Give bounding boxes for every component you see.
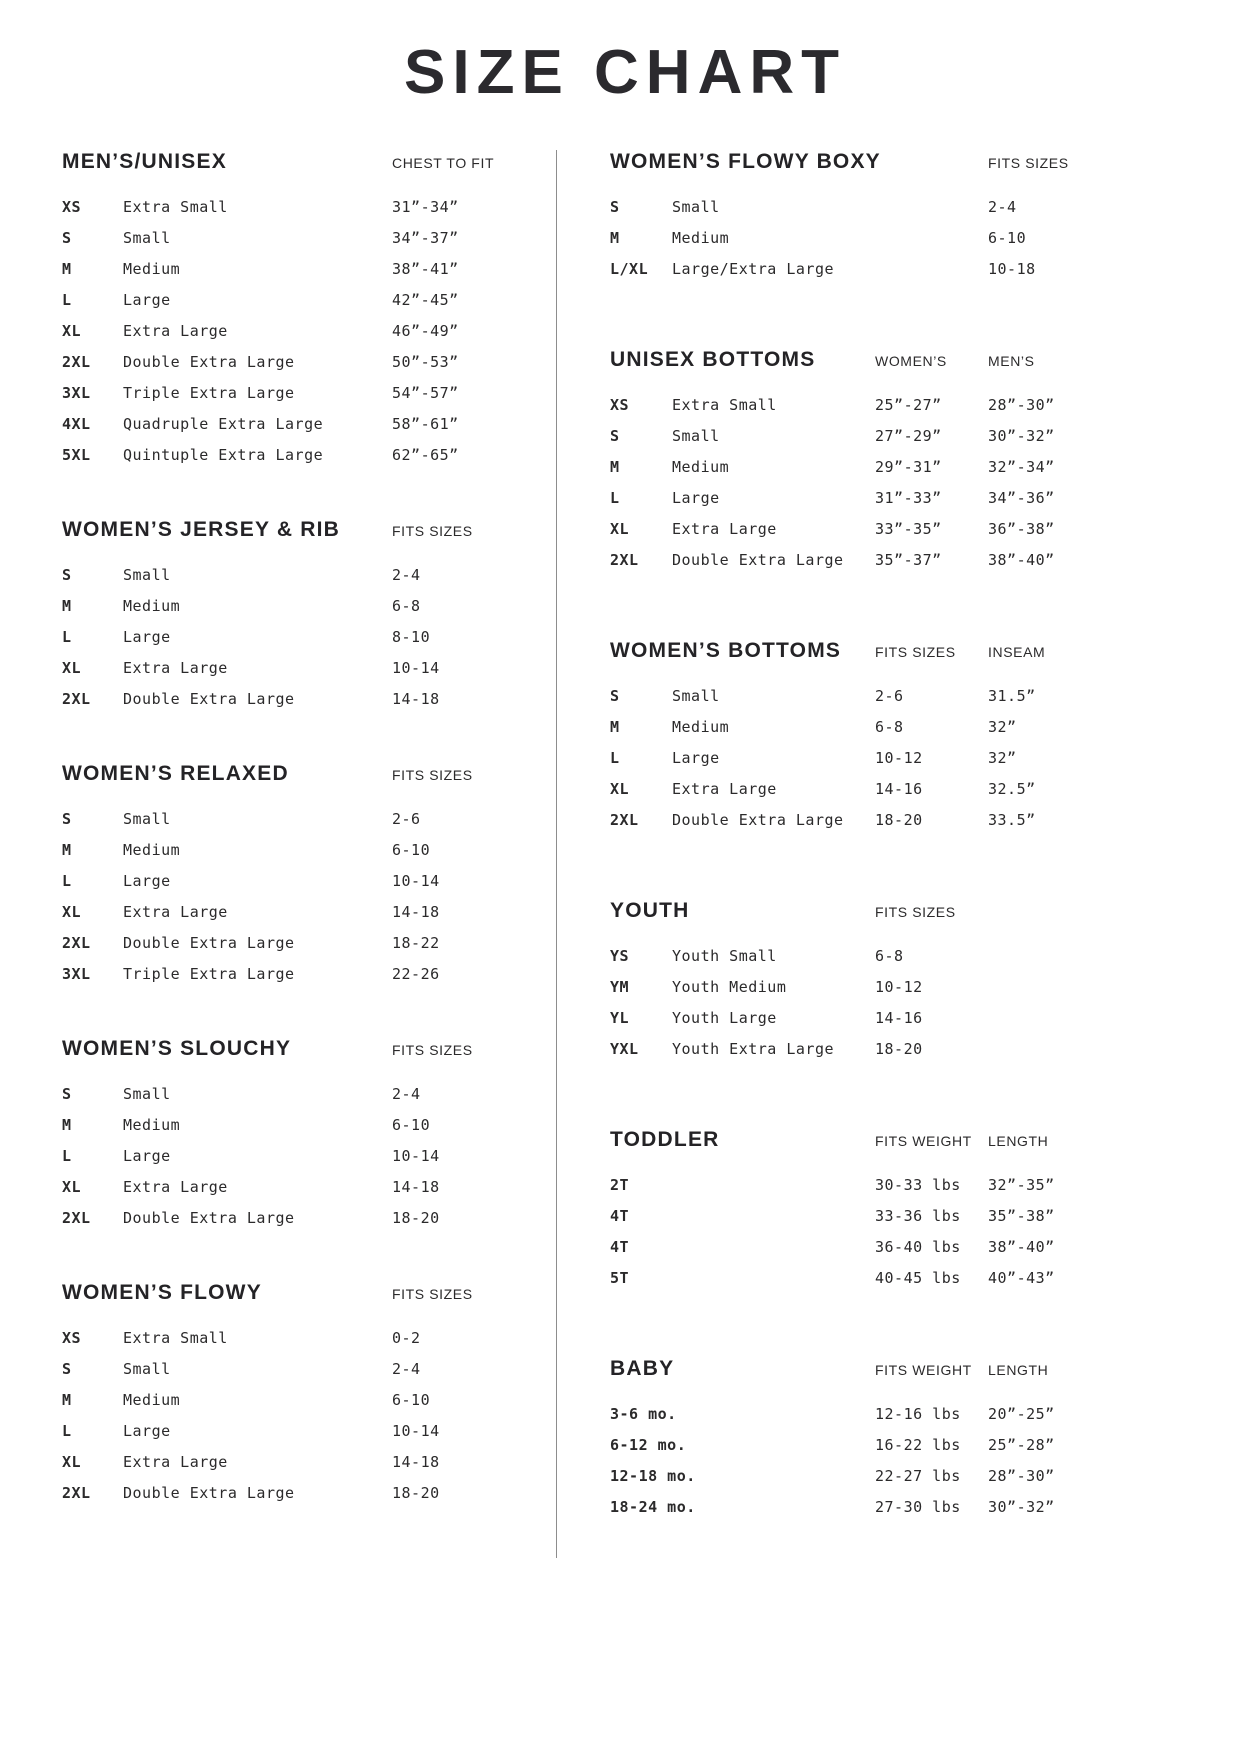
size-row [610, 253, 1188, 284]
size-value: 38”-40” [988, 1237, 1055, 1256]
size-label: Extra Small [123, 197, 228, 216]
size-code: L [62, 627, 72, 646]
size-value: 62”-65” [392, 445, 459, 464]
size-code: 4T [610, 1206, 630, 1225]
size-label: Extra Large [123, 1177, 228, 1196]
size-row [610, 773, 1188, 804]
size-code: 2XL [62, 689, 91, 708]
size-code: XL [62, 1177, 82, 1196]
size-code: YXL [610, 1039, 639, 1058]
section-header-row [610, 150, 1188, 174]
size-label: Extra Large [123, 658, 228, 677]
size-value: 32”-35” [988, 1175, 1055, 1194]
size-code: L/XL [610, 259, 649, 278]
size-value: 14-16 [875, 779, 923, 798]
section-title: WOMEN’S SLOUCHY [62, 1037, 292, 1060]
size-row [62, 284, 556, 315]
size-value: 38”-40” [988, 550, 1055, 569]
size-row [62, 377, 556, 408]
size-code: L [610, 488, 620, 507]
size-code: M [62, 259, 72, 278]
size-code: 4T [610, 1237, 630, 1256]
size-value: 14-18 [392, 1177, 440, 1196]
size-label: Double Extra Large [123, 352, 295, 371]
size-label: Small [123, 565, 171, 584]
size-value: 6-8 [875, 946, 904, 965]
size-label: Youth Medium [672, 977, 787, 996]
size-row [62, 408, 556, 439]
size-value: 34”-37” [392, 228, 459, 247]
size-value: 28”-30” [988, 1466, 1055, 1485]
column-divider [556, 150, 557, 1558]
size-label: Medium [123, 1390, 181, 1409]
size-code: M [610, 457, 620, 476]
size-code: 3XL [62, 383, 91, 402]
size-row [610, 420, 1188, 451]
size-value: 10-12 [875, 748, 923, 767]
size-row [62, 652, 556, 683]
size-row [62, 803, 556, 834]
section-header-row [62, 150, 556, 174]
size-value: 18-20 [392, 1208, 440, 1227]
size-row [610, 1429, 1188, 1460]
size-value: 10-14 [392, 658, 440, 677]
size-label: Small [123, 809, 171, 828]
section-women-s-bottoms [610, 639, 1188, 835]
size-value: 40”-43” [988, 1268, 1055, 1287]
size-label: Double Extra Large [672, 810, 844, 829]
size-row [610, 1033, 1188, 1064]
size-label: Extra Large [672, 779, 777, 798]
section-title: YOUTH [610, 899, 690, 922]
section-header-row [62, 518, 556, 542]
size-code: L [62, 290, 72, 309]
size-value: 2-6 [875, 686, 904, 705]
size-code: 2XL [62, 352, 91, 371]
size-value: 35”-38” [988, 1206, 1055, 1225]
size-value: 27”-29” [875, 426, 942, 445]
section-title: TODDLER [610, 1128, 720, 1151]
size-value: 22-26 [392, 964, 440, 983]
size-row [610, 451, 1188, 482]
section-men-s-unisex [62, 150, 556, 470]
size-row [610, 482, 1188, 513]
size-code: M [610, 717, 620, 736]
size-value: 31”-33” [875, 488, 942, 507]
column-header: CHEST TO FIT [392, 155, 495, 171]
size-label: Large [672, 488, 720, 507]
size-label: Extra Large [123, 321, 228, 340]
size-value: 32.5” [988, 779, 1036, 798]
size-row [62, 1477, 556, 1508]
size-label: Large [123, 1146, 171, 1165]
size-label: Large [123, 871, 171, 890]
size-value: 14-16 [875, 1008, 923, 1027]
column-header: MEN’S [988, 353, 1035, 369]
size-value: 28”-30” [988, 395, 1055, 414]
section-youth [610, 899, 1188, 1064]
section-title: UNISEX BOTTOMS [610, 348, 816, 371]
size-row [62, 834, 556, 865]
size-row [62, 1140, 556, 1171]
page-title: SIZE CHART [404, 38, 846, 107]
size-label: Double Extra Large [123, 933, 295, 952]
size-row [610, 544, 1188, 575]
size-code: S [62, 228, 72, 247]
size-value: 25”-27” [875, 395, 942, 414]
size-label: Extra Large [672, 519, 777, 538]
size-code: 2XL [62, 1483, 91, 1502]
size-code: 3-6 mo. [610, 1404, 677, 1423]
section-header-row [610, 639, 1188, 663]
size-code: XS [62, 1328, 82, 1347]
section-header-row [610, 1128, 1188, 1152]
size-code: YL [610, 1008, 630, 1027]
size-row [610, 971, 1188, 1002]
size-code: XS [610, 395, 630, 414]
size-row [610, 513, 1188, 544]
size-code: L [62, 871, 72, 890]
column-header: FITS WEIGHT [875, 1133, 972, 1149]
section-title: WOMEN’S FLOWY [62, 1281, 262, 1304]
column-header: FITS SIZES [392, 523, 473, 539]
size-value: 2-4 [392, 565, 421, 584]
column-header: LENGTH [988, 1133, 1049, 1149]
size-row [610, 680, 1188, 711]
size-row [62, 958, 556, 989]
size-label: Large [123, 627, 171, 646]
size-code: L [62, 1421, 72, 1440]
size-value: 29”-31” [875, 457, 942, 476]
size-label: Quintuple Extra Large [123, 445, 324, 464]
size-code: 18-24 mo. [610, 1497, 696, 1516]
size-row [62, 896, 556, 927]
section-header-row [62, 762, 556, 786]
size-code: M [62, 1390, 72, 1409]
size-row [62, 1202, 556, 1233]
size-label: Triple Extra Large [123, 964, 295, 983]
size-row [62, 253, 556, 284]
size-code: XL [610, 779, 630, 798]
column-header: LENGTH [988, 1362, 1049, 1378]
size-value: 54”-57” [392, 383, 459, 402]
size-row [62, 1171, 556, 1202]
section-women-s-jersey-rib [62, 518, 556, 714]
size-row [610, 1169, 1188, 1200]
size-value: 6-10 [988, 228, 1027, 247]
section-toddler [610, 1128, 1188, 1293]
size-value: 18-20 [875, 810, 923, 829]
size-row [62, 346, 556, 377]
columns [62, 150, 1188, 1586]
size-label: Double Extra Large [123, 1483, 295, 1502]
size-code: YM [610, 977, 630, 996]
size-value: 10-12 [875, 977, 923, 996]
size-value: 40-45 lbs [875, 1268, 961, 1287]
size-value: 6-10 [392, 840, 431, 859]
column-header: FITS WEIGHT [875, 1362, 972, 1378]
size-row [610, 742, 1188, 773]
size-row [610, 1262, 1188, 1293]
size-value: 58”-61” [392, 414, 459, 433]
size-code: M [62, 840, 72, 859]
size-label: Large [123, 1421, 171, 1440]
size-value: 27-30 lbs [875, 1497, 961, 1516]
section-title: MEN’S/UNISEX [62, 150, 227, 173]
size-row [62, 439, 556, 470]
column-header: FITS SIZES [875, 644, 956, 660]
size-label: Quadruple Extra Large [123, 414, 324, 433]
size-code: 3XL [62, 964, 91, 983]
size-value: 38”-41” [392, 259, 459, 278]
column-header: FITS SIZES [392, 1286, 473, 1302]
size-value: 6-10 [392, 1390, 431, 1409]
size-row [62, 621, 556, 652]
size-row [62, 1446, 556, 1477]
size-code: 2XL [62, 1208, 91, 1227]
size-label: Extra Small [672, 395, 777, 414]
size-row [610, 1231, 1188, 1262]
size-label: Large [672, 748, 720, 767]
size-value: 18-20 [875, 1039, 923, 1058]
size-row [62, 191, 556, 222]
size-code: M [62, 1115, 72, 1134]
section-women-s-relaxed [62, 762, 556, 989]
size-label: Medium [672, 457, 730, 476]
right-column [610, 150, 1188, 1586]
size-label: Small [672, 686, 720, 705]
size-label: Extra Large [123, 1452, 228, 1471]
section-title: WOMEN’S BOTTOMS [610, 639, 842, 662]
size-value: 18-22 [392, 933, 440, 952]
size-row [62, 590, 556, 621]
size-value: 2-4 [392, 1359, 421, 1378]
size-row [610, 191, 1188, 222]
size-label: Medium [123, 259, 181, 278]
size-label: Double Extra Large [672, 550, 844, 569]
size-code: XL [62, 658, 82, 677]
size-row [62, 1384, 556, 1415]
size-value: 12-16 lbs [875, 1404, 961, 1423]
left-column [62, 150, 556, 1556]
size-code: 2XL [610, 550, 639, 569]
size-code: S [610, 197, 620, 216]
size-row [62, 927, 556, 958]
size-value: 33.5” [988, 810, 1036, 829]
size-value: 36-40 lbs [875, 1237, 961, 1256]
size-row [62, 1415, 556, 1446]
size-row [610, 1398, 1188, 1429]
size-row [62, 865, 556, 896]
section-header-row [62, 1281, 556, 1305]
size-value: 6-8 [392, 596, 421, 615]
section-title: WOMEN’S JERSEY & RIB [62, 518, 340, 541]
size-value: 14-18 [392, 689, 440, 708]
size-label: Extra Large [123, 902, 228, 921]
size-label: Youth Large [672, 1008, 777, 1027]
size-value: 35”-37” [875, 550, 942, 569]
size-value: 2-4 [392, 1084, 421, 1103]
column-header: FITS SIZES [875, 904, 956, 920]
size-value: 6-10 [392, 1115, 431, 1134]
size-code: S [610, 686, 620, 705]
section-header-row [610, 899, 1188, 923]
size-row [610, 389, 1188, 420]
size-code: 12-18 mo. [610, 1466, 696, 1485]
size-value: 10-14 [392, 1421, 440, 1440]
size-code: S [62, 1084, 72, 1103]
size-row [610, 1491, 1188, 1522]
size-value: 33-36 lbs [875, 1206, 961, 1225]
size-value: 34”-36” [988, 488, 1055, 507]
size-label: Small [672, 197, 720, 216]
size-label: Medium [672, 228, 730, 247]
section-women-s-flowy-boxy [610, 150, 1188, 284]
size-code: 6-12 mo. [610, 1435, 687, 1454]
section-title: WOMEN’S RELAXED [62, 762, 289, 785]
section-women-s-flowy [62, 1281, 556, 1508]
size-label: Small [672, 426, 720, 445]
size-value: 22-27 lbs [875, 1466, 961, 1485]
section-women-s-slouchy [62, 1037, 556, 1233]
size-label: Double Extra Large [123, 1208, 295, 1227]
column-header: INSEAM [988, 644, 1046, 660]
size-code: L [610, 748, 620, 767]
section-header-row [610, 1357, 1188, 1381]
column-header: FITS SIZES [392, 1042, 473, 1058]
section-baby [610, 1357, 1188, 1522]
size-row [62, 559, 556, 590]
size-value: 32”-34” [988, 457, 1055, 476]
size-value: 0-2 [392, 1328, 421, 1347]
size-value: 10-14 [392, 1146, 440, 1165]
size-code: YS [610, 946, 630, 965]
section-title: WOMEN’S FLOWY BOXY [610, 150, 881, 173]
section-title: BABY [610, 1357, 675, 1380]
size-label: Large [123, 290, 171, 309]
column-header: WOMEN’S [875, 353, 947, 369]
size-row [610, 222, 1188, 253]
size-value: 33”-35” [875, 519, 942, 538]
size-code: XL [62, 1452, 82, 1471]
size-code: 2XL [610, 810, 639, 829]
size-label: Medium [672, 717, 730, 736]
size-value: 10-14 [392, 871, 440, 890]
size-row [610, 1460, 1188, 1491]
size-value: 50”-53” [392, 352, 459, 371]
size-row [610, 1200, 1188, 1231]
size-label: Medium [123, 1115, 181, 1134]
size-label: Youth Small [672, 946, 777, 965]
size-value: 20”-25” [988, 1404, 1055, 1423]
size-value: 2-6 [392, 809, 421, 828]
section-header-row [62, 1037, 556, 1061]
size-value: 31.5” [988, 686, 1036, 705]
size-code: L [62, 1146, 72, 1165]
size-label: Double Extra Large [123, 689, 295, 708]
size-value: 31”-34” [392, 197, 459, 216]
size-label: Medium [123, 596, 181, 615]
size-value: 6-8 [875, 717, 904, 736]
size-row [62, 1353, 556, 1384]
size-value: 32” [988, 748, 1017, 767]
size-label: Large/Extra Large [672, 259, 835, 278]
size-row [62, 683, 556, 714]
size-label: Youth Extra Large [672, 1039, 835, 1058]
size-label: Triple Extra Large [123, 383, 295, 402]
size-label: Small [123, 1084, 171, 1103]
size-row [62, 1078, 556, 1109]
size-code: 4XL [62, 414, 91, 433]
size-row [62, 222, 556, 253]
size-value: 25”-28” [988, 1435, 1055, 1454]
column-header: FITS SIZES [392, 767, 473, 783]
size-value: 46”-49” [392, 321, 459, 340]
size-value: 18-20 [392, 1483, 440, 1502]
size-code: XS [62, 197, 82, 216]
size-row [62, 315, 556, 346]
size-row [610, 711, 1188, 742]
size-code: 2XL [62, 933, 91, 952]
size-code: S [62, 1359, 72, 1378]
size-value: 16-22 lbs [875, 1435, 961, 1454]
column-header: FITS SIZES [988, 155, 1069, 171]
size-code: 5XL [62, 445, 91, 464]
size-label: Medium [123, 840, 181, 859]
size-code: XL [610, 519, 630, 538]
size-code: 2T [610, 1175, 630, 1194]
size-value: 14-18 [392, 1452, 440, 1471]
size-code: M [610, 228, 620, 247]
size-value: 30-33 lbs [875, 1175, 961, 1194]
size-row [62, 1109, 556, 1140]
size-value: 30”-32” [988, 426, 1055, 445]
section-unisex-bottoms [610, 348, 1188, 575]
size-label: Small [123, 228, 171, 247]
size-row [610, 940, 1188, 971]
size-code: 5T [610, 1268, 630, 1287]
size-code: XL [62, 902, 82, 921]
size-code: M [62, 596, 72, 615]
size-code: S [610, 426, 620, 445]
size-value: 36”-38” [988, 519, 1055, 538]
size-value: 10-18 [988, 259, 1036, 278]
size-label: Small [123, 1359, 171, 1378]
size-value: 42”-45” [392, 290, 459, 309]
size-value: 8-10 [392, 627, 431, 646]
size-row [610, 804, 1188, 835]
size-value: 2-4 [988, 197, 1017, 216]
size-value: 30”-32” [988, 1497, 1055, 1516]
size-code: S [62, 809, 72, 828]
size-row [62, 1322, 556, 1353]
size-value: 32” [988, 717, 1017, 736]
size-code: XL [62, 321, 82, 340]
size-row [610, 1002, 1188, 1033]
size-label: Extra Small [123, 1328, 228, 1347]
size-value: 14-18 [392, 902, 440, 921]
section-header-row [610, 348, 1188, 372]
size-code: S [62, 565, 72, 584]
